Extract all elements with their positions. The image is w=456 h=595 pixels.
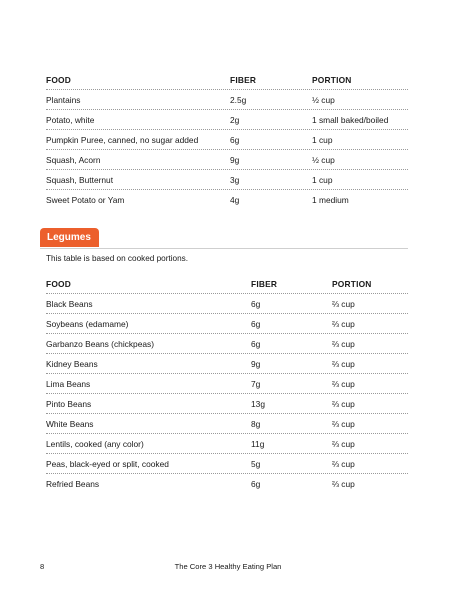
column-header-fiber: FIBER bbox=[251, 278, 278, 289]
legumes-section-header bbox=[40, 226, 408, 249]
portion-cell: ⅔ cup bbox=[332, 479, 355, 489]
table-row bbox=[46, 394, 408, 414]
table-row bbox=[46, 150, 408, 170]
table-row bbox=[46, 354, 408, 374]
fiber-table-legumes bbox=[46, 274, 408, 494]
fiber-cell: 3g bbox=[230, 174, 240, 185]
portion-cell: 1 cup bbox=[312, 174, 333, 185]
table-row bbox=[46, 374, 408, 394]
food-cell: Potato, white bbox=[46, 114, 95, 125]
table-row bbox=[46, 414, 408, 434]
portion-cell: ½ cup bbox=[312, 154, 335, 165]
portion-cell: ⅔ cup bbox=[332, 458, 355, 469]
fiber-cell: 6g bbox=[230, 134, 240, 145]
page-number: 8 bbox=[40, 562, 45, 571]
fiber-cell: 11g bbox=[251, 438, 265, 449]
portion-cell: ⅔ cup bbox=[332, 338, 355, 349]
column-header-food: FOOD bbox=[46, 278, 71, 289]
fiber-cell: 7g bbox=[251, 378, 261, 389]
food-cell: Kidney Beans bbox=[46, 358, 98, 369]
table-row bbox=[46, 190, 408, 210]
portion-cell: ⅔ cup bbox=[332, 378, 355, 389]
portion-cell: 1 cup bbox=[312, 134, 333, 145]
portion-cell: ⅔ cup bbox=[332, 318, 355, 329]
food-cell: Plantains bbox=[46, 94, 81, 105]
portion-cell: ⅔ cup bbox=[332, 438, 355, 449]
section-note: This table is based on cooked portions. bbox=[46, 254, 189, 263]
food-cell: Refried Beans bbox=[46, 479, 100, 489]
portion-cell: ½ cup bbox=[312, 94, 335, 105]
table-header-row bbox=[46, 274, 408, 294]
table-row bbox=[46, 434, 408, 454]
food-cell: Lentils, cooked (any color) bbox=[46, 438, 144, 449]
food-cell: Sweet Potato or Yam bbox=[46, 195, 125, 205]
fiber-cell: 2.5g bbox=[230, 94, 247, 105]
column-header-fiber: FIBER bbox=[230, 74, 257, 85]
portion-cell: ⅔ cup bbox=[332, 358, 355, 369]
fiber-cell: 6g bbox=[251, 338, 261, 349]
footer-title: The Core 3 Healthy Eating Plan bbox=[174, 562, 282, 571]
column-header-portion: PORTION bbox=[332, 278, 372, 289]
column-header-portion: PORTION bbox=[312, 74, 352, 85]
portion-cell: 1 small baked/boiled bbox=[312, 114, 389, 125]
fiber-cell: 8g bbox=[251, 418, 261, 429]
food-cell: Lima Beans bbox=[46, 378, 91, 389]
table-row bbox=[46, 110, 408, 130]
table-row bbox=[46, 294, 408, 314]
food-cell: Soybeans (edamame) bbox=[46, 318, 129, 329]
portion-cell: ⅔ cup bbox=[332, 418, 355, 429]
fiber-cell: 13g bbox=[251, 398, 265, 409]
fiber-cell: 5g bbox=[251, 458, 261, 469]
portion-cell: ⅔ cup bbox=[332, 298, 355, 309]
fiber-table-starchy-vegetables bbox=[46, 70, 408, 210]
table-row bbox=[46, 130, 408, 150]
food-cell: Pumpkin Puree, canned, no sugar added bbox=[46, 134, 199, 145]
portion-cell: 1 medium bbox=[312, 195, 349, 205]
fiber-cell: 9g bbox=[251, 358, 261, 369]
food-cell: Squash, Acorn bbox=[46, 154, 101, 165]
table-row bbox=[46, 170, 408, 190]
fiber-cell: 4g bbox=[230, 195, 240, 205]
table-row bbox=[46, 90, 408, 110]
fiber-cell: 6g bbox=[251, 318, 261, 329]
table-row bbox=[46, 454, 408, 474]
food-cell: Garbanzo Beans (chickpeas) bbox=[46, 338, 154, 349]
fiber-cell: 9g bbox=[230, 154, 240, 165]
table-row bbox=[46, 314, 408, 334]
column-header-food: FOOD bbox=[46, 74, 71, 85]
table-row bbox=[46, 334, 408, 354]
food-cell: Pinto Beans bbox=[46, 398, 92, 409]
table-header-row bbox=[46, 70, 408, 90]
portion-cell: ⅔ cup bbox=[332, 398, 355, 409]
fiber-cell: 2g bbox=[230, 114, 240, 125]
food-cell: Black Beans bbox=[46, 298, 93, 309]
fiber-cell: 6g bbox=[251, 479, 261, 489]
food-cell: White Beans bbox=[46, 418, 94, 429]
fiber-cell: 6g bbox=[251, 298, 261, 309]
table-row bbox=[46, 474, 408, 494]
section-badge: Legumes bbox=[40, 228, 99, 247]
food-cell: Peas, black-eyed or split, cooked bbox=[46, 458, 169, 469]
food-cell: Squash, Butternut bbox=[46, 174, 114, 185]
